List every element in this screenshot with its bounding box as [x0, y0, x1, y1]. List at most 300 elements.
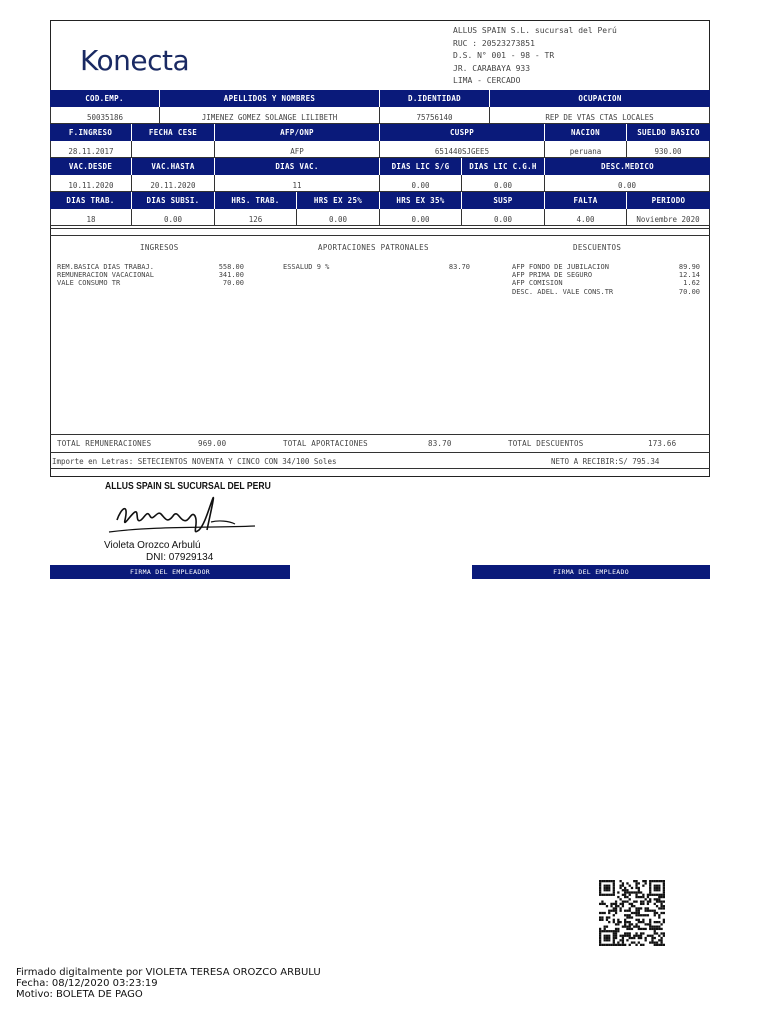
qr-module: [629, 921, 631, 923]
qr-module: [629, 916, 631, 918]
qr-module: [642, 919, 644, 921]
qr-module: [656, 944, 658, 946]
qr-module: [651, 937, 653, 939]
value-dias-lic-sg: 0.00: [380, 175, 462, 192]
qr-module: [658, 921, 660, 923]
qr-module: [631, 891, 633, 893]
digital-signature-line: Firmado digitalmente por VIOLETA TERESA OROZCO ARBULU: [16, 967, 321, 978]
qr-module: [660, 928, 662, 930]
qr-module: [608, 921, 610, 923]
qr-module: [654, 912, 656, 914]
qr-module: [629, 935, 631, 937]
stamp-company: ALLUS SPAIN SL SUCURSAL DEL PERU: [105, 480, 271, 492]
qr-module: [626, 910, 628, 912]
qr-module: [656, 926, 658, 928]
qr-module: [660, 880, 662, 882]
total-remuneraciones-value: 969.00: [198, 439, 227, 448]
qr-module: [649, 898, 651, 900]
qr-module: [624, 919, 626, 921]
qr-module: [608, 916, 610, 918]
qr-module: [645, 898, 647, 900]
row3-values: [50, 175, 710, 192]
qr-module: [660, 896, 662, 898]
qr-module: [654, 889, 656, 891]
qr-module: [606, 930, 608, 932]
qr-module: [613, 891, 615, 893]
qr-module: [613, 939, 615, 941]
qr-module: [633, 937, 635, 939]
qr-module: [663, 900, 665, 902]
company-address: JR. CARABAYA 933: [453, 63, 531, 73]
qr-module: [638, 928, 640, 930]
qr-module: [649, 921, 651, 923]
qr-module: [606, 926, 608, 928]
qr-module: [601, 900, 603, 902]
qr-module: [642, 928, 644, 930]
header-nacion: NACION: [545, 124, 627, 141]
qr-module: [654, 941, 656, 943]
qr-module: [613, 885, 615, 887]
qr-module: [613, 914, 615, 916]
value-susp: 0.00: [462, 209, 545, 226]
value-f-ingreso: 28.11.2017: [50, 141, 132, 158]
value-vac-desde: 10.11.2020: [50, 175, 132, 192]
qr-module: [645, 937, 647, 939]
qr-module: [640, 903, 642, 905]
qr-module: [660, 912, 662, 914]
qr-module: [638, 891, 640, 893]
qr-module: [629, 910, 631, 912]
qr-module: [604, 937, 606, 939]
qr-module: [626, 896, 628, 898]
qr-module: [649, 941, 651, 943]
descuento-amount: 1.62: [683, 279, 700, 288]
value-dias-vac: 11: [215, 175, 380, 192]
qr-module: [645, 910, 647, 912]
qr-module: [615, 910, 617, 912]
qr-module: [617, 921, 619, 923]
qr-module: [658, 880, 660, 882]
header-periodo: PERIODO: [627, 192, 710, 209]
qr-module: [629, 914, 631, 916]
qr-module: [606, 935, 608, 937]
qr-module: [610, 944, 612, 946]
qr-module: [631, 923, 633, 925]
qr-module: [624, 914, 626, 916]
qr-module: [631, 912, 633, 914]
total-aportaciones-value: 83.70: [428, 439, 452, 448]
qr-module: [633, 891, 635, 893]
qr-module: [645, 882, 647, 884]
qr-module: [651, 894, 653, 896]
qr-module: [606, 937, 608, 939]
qr-module: [606, 887, 608, 889]
qr-module: [663, 912, 665, 914]
ingresos-amounts: [190, 263, 244, 288]
company-info: [453, 25, 617, 88]
qr-module: [642, 880, 644, 882]
value-sueldo-basico: 930.00: [627, 141, 710, 158]
qr-module: [604, 926, 606, 928]
qr-module: [633, 941, 635, 943]
qr-module: [654, 903, 656, 905]
qr-module: [645, 907, 647, 909]
qr-module: [613, 887, 615, 889]
qr-module: [606, 894, 608, 896]
qr-module: [629, 926, 631, 928]
header-vac-desde: VAC.DESDE: [50, 158, 132, 175]
qr-module: [604, 903, 606, 905]
qr-module: [656, 880, 658, 882]
qr-module: [599, 903, 601, 905]
qr-module: [622, 935, 624, 937]
qr-module: [629, 903, 631, 905]
qr-module: [617, 941, 619, 943]
divider: [50, 228, 710, 229]
qr-module: [663, 896, 665, 898]
qr-module: [604, 885, 606, 887]
qr-module: [624, 935, 626, 937]
qr-module: [663, 894, 665, 896]
qr-module: [624, 910, 626, 912]
qr-module: [656, 928, 658, 930]
qr-module: [622, 903, 624, 905]
qr-module: [629, 894, 631, 896]
value-apellidos-nombres: JIMENEZ GOMEZ SOLANGE LILIBETH: [160, 107, 380, 124]
qr-module: [656, 885, 658, 887]
signer-dni: DNI: 07929134: [146, 552, 214, 563]
value-fecha-cese: [132, 141, 215, 158]
qr-module: [635, 891, 637, 893]
qr-module: [599, 894, 601, 896]
header-dias-lic-sg: DIAS LIC S/G: [380, 158, 462, 175]
company-ruc: RUC : 20523273851: [453, 38, 535, 48]
qr-module: [624, 900, 626, 902]
firma-empleador-bar: FIRMA DEL EMPLEADOR: [50, 565, 290, 579]
qr-module: [622, 941, 624, 943]
header-dias-lic-cgh: DIAS LIC C.G.H: [462, 158, 545, 175]
qr-module: [642, 921, 644, 923]
qr-module: [645, 923, 647, 925]
qr-module: [613, 944, 615, 946]
qr-module: [649, 900, 651, 902]
qr-module: [635, 885, 637, 887]
header-afp-onp: AFP/ONP: [215, 124, 380, 141]
header-ocupacion: OCUPACION: [490, 90, 710, 107]
qr-module: [613, 880, 615, 882]
qr-module: [633, 900, 635, 902]
qr-module: [647, 900, 649, 902]
qr-module: [660, 941, 662, 943]
qr-module: [642, 932, 644, 934]
qr-module: [635, 912, 637, 914]
qr-module: [638, 887, 640, 889]
qr-module: [624, 944, 626, 946]
qr-module: [619, 944, 621, 946]
qr-module: [613, 910, 615, 912]
qr-module: [635, 919, 637, 921]
qr-module: [629, 928, 631, 930]
ingreso-amount: 341.00: [218, 271, 244, 280]
qr-module: [633, 912, 635, 914]
qr-module: [615, 907, 617, 909]
ingresos-title: INGRESOS: [140, 243, 179, 252]
row1-values: [50, 107, 710, 124]
qr-module: [624, 891, 626, 893]
qr-module: [619, 907, 621, 909]
qr-module: [599, 941, 601, 943]
qr-module: [601, 912, 603, 914]
qr-module: [610, 910, 612, 912]
qr-module: [658, 907, 660, 909]
descuento-amount: 70.00: [678, 287, 700, 296]
value-cuspp: 651440SJGEE5: [380, 141, 545, 158]
qr-module: [619, 887, 621, 889]
qr-module: [608, 939, 610, 941]
company-ds: D.S. N° 001 - 98 - TR: [453, 51, 555, 60]
descuento-label: AFP COMISION: [512, 279, 563, 288]
qr-module: [624, 896, 626, 898]
qr-module: [615, 932, 617, 934]
qr-module: [651, 941, 653, 943]
qr-module: [601, 903, 603, 905]
qr-module: [649, 889, 651, 891]
qr-module: [608, 930, 610, 932]
qr-module: [651, 928, 653, 930]
qr-module: [613, 882, 615, 884]
qr-module: [663, 882, 665, 884]
qr-module: [613, 935, 615, 937]
qr-module: [633, 926, 635, 928]
qr-module: [645, 880, 647, 882]
importe-letras: Importe en Letras: SETECIENTOS NOVENTA Y CINCO CON 34/100 Soles: [52, 457, 337, 466]
qr-module: [633, 935, 635, 937]
descuento-label: AFP PRIMA DE SEGURO: [512, 271, 593, 280]
qr-module: [658, 885, 660, 887]
qr-module: [626, 932, 628, 934]
qr-module: [599, 937, 601, 939]
qr-module: [658, 889, 660, 891]
qr-module: [606, 889, 608, 891]
qr-module: [617, 905, 619, 907]
qr-module: [626, 916, 628, 918]
qr-module: [624, 932, 626, 934]
qr-module: [615, 912, 617, 914]
qr-module: [663, 891, 665, 893]
value-afp-onp: AFP: [215, 141, 380, 158]
qr-module: [649, 882, 651, 884]
qr-module: [629, 885, 631, 887]
value-hrs-ex-25: 0.00: [297, 209, 380, 226]
qr-module: [619, 880, 621, 882]
qr-module: [626, 900, 628, 902]
value-dias-trab: 18: [50, 209, 132, 226]
row1-headers: [50, 90, 710, 107]
ingreso-label: REMUNERACION VACACIONAL: [57, 271, 154, 280]
header-hrs-trab: HRS. TRAB.: [215, 192, 297, 209]
descuento-label: AFP FONDO DE JUBILACION: [512, 263, 609, 271]
total-aportaciones-label: TOTAL APORTACIONES: [283, 439, 368, 448]
qr-module: [660, 937, 662, 939]
ingreso-label: REM.BASICA DIAS TRABAJ.: [57, 263, 154, 271]
qr-module: [647, 914, 649, 916]
qr-module: [606, 905, 608, 907]
qr-module: [599, 928, 601, 930]
header-dias-trab: DIAS TRAB.: [50, 192, 132, 209]
qr-module: [626, 939, 628, 941]
qr-module: [640, 944, 642, 946]
qr-module: [608, 894, 610, 896]
qr-module: [606, 880, 608, 882]
qr-module: [619, 921, 621, 923]
qr-module: [658, 898, 660, 900]
qr-module: [638, 914, 640, 916]
qr-module: [608, 944, 610, 946]
qr-module: [651, 880, 653, 882]
qr-module: [635, 882, 637, 884]
qr-module: [622, 937, 624, 939]
qr-module: [635, 887, 637, 889]
qr-module: [649, 923, 651, 925]
qr-module: [640, 928, 642, 930]
qr-module: [658, 944, 660, 946]
descuentos-title: DESCUENTOS: [573, 243, 622, 252]
divider: [50, 235, 710, 236]
qr-module: [651, 910, 653, 912]
qr-module: [640, 891, 642, 893]
qr-module: [626, 921, 628, 923]
header-sueldo-basico: SUELDO BASICO: [627, 124, 710, 141]
qr-module: [626, 914, 628, 916]
qr-module: [654, 928, 656, 930]
qr-module: [656, 912, 658, 914]
qr-module: [613, 930, 615, 932]
qr-module: [660, 900, 662, 902]
qr-module: [658, 935, 660, 937]
qr-module: [654, 885, 656, 887]
qr-module: [640, 935, 642, 937]
qr-module: [613, 932, 615, 934]
qr-module: [599, 944, 601, 946]
qr-module: [608, 937, 610, 939]
header-f-ingreso: F.INGRESO: [50, 124, 132, 141]
qr-module: [651, 939, 653, 941]
qr-module: [663, 905, 665, 907]
qr-module: [642, 894, 644, 896]
qr-module: [629, 907, 631, 909]
company-name: ALLUS SPAIN S.L. sucursal del Perú: [453, 26, 617, 35]
qr-module: [629, 937, 631, 939]
total-remuneraciones-label: TOTAL REMUNERACIONES: [57, 439, 152, 448]
qr-module: [647, 903, 649, 905]
company-city: LIMA - CERCADO: [453, 76, 521, 85]
qr-module: [631, 903, 633, 905]
qr-module: [599, 916, 601, 918]
qr-module: [654, 887, 656, 889]
total-descuentos-label: TOTAL DESCUENTOS: [508, 439, 584, 448]
qr-module: [629, 891, 631, 893]
qr-module: [656, 898, 658, 900]
qr-module: [599, 882, 601, 884]
value-d-identidad: 75756140: [380, 107, 490, 124]
qr-module: [635, 894, 637, 896]
divider: [50, 452, 710, 453]
qr-module: [626, 935, 628, 937]
digital-signature-footer: [16, 967, 321, 1000]
value-periodo: Noviembre 2020: [627, 209, 710, 226]
qr-module: [654, 930, 656, 932]
qr-module: [638, 921, 640, 923]
qr-module: [601, 930, 603, 932]
qr-module: [635, 910, 637, 912]
qr-module: [640, 932, 642, 934]
qr-module: [638, 889, 640, 891]
qr-module: [613, 907, 615, 909]
firma-empleado-bar: FIRMA DEL EMPLEADO: [472, 565, 710, 579]
qr-module: [608, 912, 610, 914]
neto-a-recibir: NETO A RECIBIR:S/ 795.34: [551, 457, 660, 466]
value-dias-lic-cgh: 0.00: [462, 175, 545, 192]
value-ocupacion: REP DE VTAS CTAS LOCALES: [490, 107, 710, 124]
qr-module: [622, 939, 624, 941]
qr-module: [663, 935, 665, 937]
qr-module: [656, 941, 658, 943]
qr-module: [608, 889, 610, 891]
qr-module: [606, 919, 608, 921]
qr-module: [635, 944, 637, 946]
qr-module: [631, 916, 633, 918]
qr-module: [658, 926, 660, 928]
qr-module: [645, 939, 647, 941]
qr-module: [622, 944, 624, 946]
handwritten-signature: [95, 490, 265, 542]
qr-module: [635, 935, 637, 937]
header-falta: FALTA: [545, 192, 627, 209]
ingresos-list: [57, 263, 154, 288]
qr-module: [615, 928, 617, 930]
descuento-amount: 12.14: [678, 271, 700, 280]
qr-module: [654, 944, 656, 946]
qr-module: [622, 882, 624, 884]
qr-module: [624, 923, 626, 925]
qr-module: [610, 903, 612, 905]
header-hrs-ex-25: HRS EX 25%: [297, 192, 380, 209]
qr-module: [599, 885, 601, 887]
qr-module: [615, 930, 617, 932]
qr-module: [663, 885, 665, 887]
qr-module: [608, 880, 610, 882]
qr-module: [631, 941, 633, 943]
qr-module: [626, 928, 628, 930]
qr-module: [617, 919, 619, 921]
qr-module: [651, 926, 653, 928]
qr-module: [624, 894, 626, 896]
qr-module: [615, 937, 617, 939]
qr-module: [654, 932, 656, 934]
qr-module: [615, 923, 617, 925]
qr-module: [663, 887, 665, 889]
aportaciones-amounts: [420, 263, 470, 271]
qr-module: [604, 939, 606, 941]
qr-module: [642, 896, 644, 898]
descuento-amount: 89.90: [678, 263, 700, 271]
header-susp: SUSP: [462, 192, 545, 209]
qr-module: [624, 887, 626, 889]
qr-code: [597, 880, 667, 946]
qr-module: [619, 885, 621, 887]
qr-module: [638, 912, 640, 914]
qr-module: [610, 905, 612, 907]
